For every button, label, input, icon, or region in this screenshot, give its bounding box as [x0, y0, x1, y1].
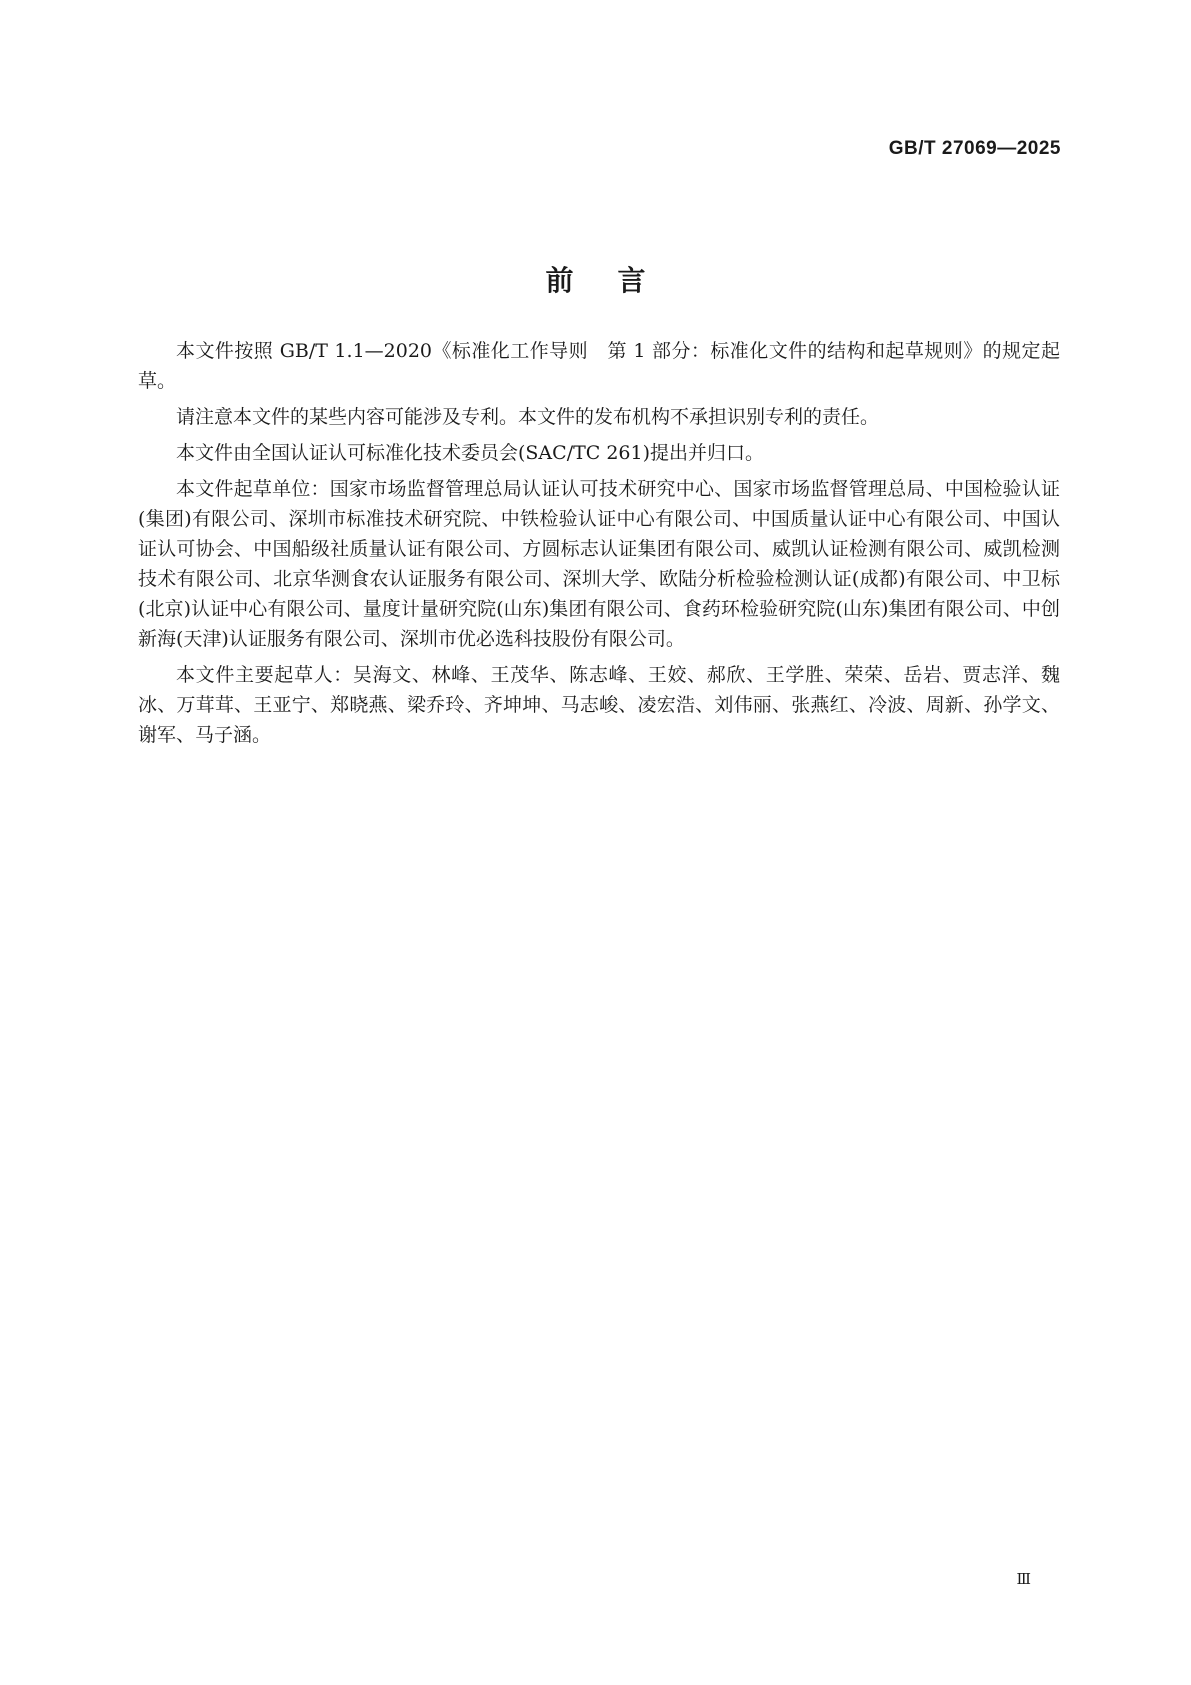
paragraph-drafting-units: 本文件起草单位：国家市场监督管理总局认证认可技术研究中心、国家市场监督管理总局、中国检验认证(集团)有限公司、深圳市标准技术研究院、中铁检验认证中心有限公司、中国质量认证中心有限公司、中国认证认可协会、中国船级社质量认证有限公司、方圆标志认证集团有限公司、威凯认证检测有限公司、威凯检测技术有限公司、北京华测食农认证服务有限公司、深圳大学、欧陆分析检验检测认证(成都)有限公司、中卫标(北京)认证中心有限公司、量度计量研究院(山东)集团有限公司、食药环检验研究院(山东)集团有限公司、中创新海(天津)认证服务有限公司、深圳市优必选科技股份有限公司。 — [138, 478, 1060, 650]
document-code: GB/T 27069—2025 — [888, 138, 1061, 159]
page-title: 前言 — [545, 263, 690, 297]
paragraph-drafters: 本文件主要起草人：吴海文、林峰、王茂华、陈志峰、王姣、郝欣、王学胜、荣荣、岳岩、贾志洋、魏冰、万茸茸、王亚宁、郑晓燕、梁乔玲、齐坤坤、马志峻、凌宏浩、刘伟丽、张燕红、冷波、周新、孙学文、谢军、马子涵。 — [138, 664, 1060, 746]
paragraph-drafting-rules: 本文件按照 GB/T 1.1—2020《标准化工作导则 第 1 部分：标准化文件的结构和起草规则》的规定起草。 — [138, 340, 1060, 392]
foreword-body — [138, 336, 1060, 756]
paragraph-patent-notice: 请注意本文件的某些内容可能涉及专利。本文件的发布机构不承担识别专利的责任。 — [176, 406, 880, 428]
paragraph-committee: 本文件由全国认证认可标准化技术委员会(SAC/TC 261)提出并归口。 — [176, 442, 765, 464]
page-number: Ⅲ — [1016, 1570, 1031, 1588]
